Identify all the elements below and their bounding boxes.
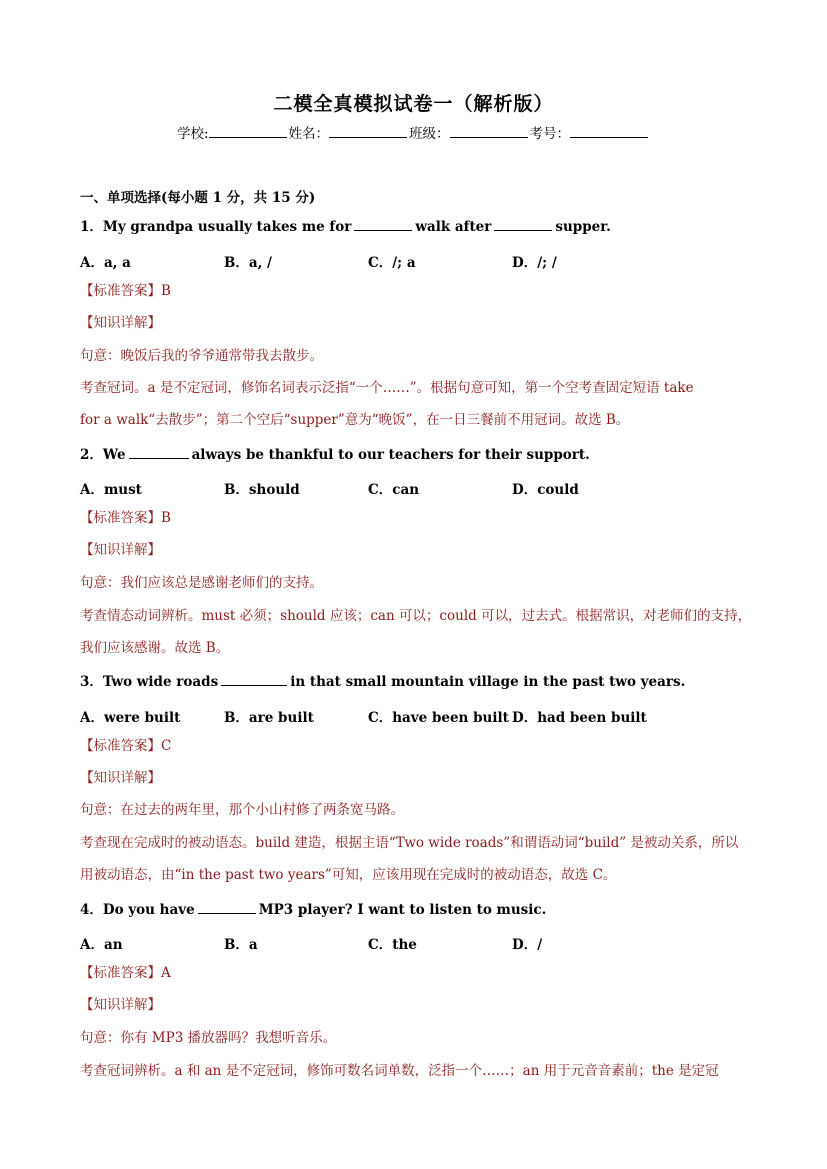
option-d: D．/; / [512,255,557,271]
answer-line [80,509,752,527]
exam-no-blank[interactable] [570,124,648,138]
answer-label: 【标准答案】 [80,738,161,754]
option-b: B．a, / [224,255,272,271]
option-c: C．/; a [368,255,416,271]
question-text: Two wide roads [102,674,219,690]
answer-line [80,737,752,755]
analysis-line: 考查现在完成时的被动语态。build 建造，根据主语“Two wide roads”和谓语动词“build” 是被动关系，所以 [80,835,739,851]
answer-blank [129,446,189,459]
answer-blank [494,218,552,231]
exam-no-label: 考号： [529,126,571,142]
options-1 [80,251,760,269]
answer-label: 【标准答案】 [80,510,161,526]
class-label: 班级： [409,126,450,142]
question-text: in that small mountain village in the past two years. [290,674,686,690]
options-4 [80,933,760,951]
answer-value: A [161,965,171,981]
school-blank[interactable] [209,124,287,138]
option-a: A．must [80,482,142,498]
class-blank[interactable] [450,124,528,138]
option-c: C．the [368,937,417,953]
option-a: A．a, a [80,255,131,271]
section-heading: 一、单项选择(每小题 1 分，共 15 分) [80,190,316,206]
question-3 [80,673,752,691]
option-c: C．can [368,482,420,498]
school-label: 学校: [176,126,209,142]
analysis-line: for a walk“去散步”；第二个空后“supper”意为“晚饭”，在一日三餐前不用冠词。故选 B。 [80,412,630,428]
answer-label: 【标准答案】 [80,965,161,981]
option-d: D．/ [512,937,543,953]
option-b: B．a [224,937,258,953]
sentence-meaning: 句意：在过去的两年里，那个小山村修了两条宽马路。 [80,802,404,818]
question-text: My grandpa usually takes me for [102,219,352,235]
option-a: A．were built [80,710,181,726]
answer-line [80,282,752,300]
answer-label: 【标准答案】 [80,283,161,299]
analysis-line: 考查冠词。a 是不定冠词，修饰名词表示泛指“一个……”。根据句意可知，第一个空考查固定短语 take [80,380,694,396]
answer-blank [221,673,287,686]
question-text: MP3 player? I want to listen to music. [258,902,547,918]
option-c: C．have been built [368,710,509,726]
question-text: Do you have [102,902,195,918]
option-d: D．had been built [512,710,647,726]
analysis-line: 考查冠词辨析。a 和 an 是不定冠词，修饰可数名词单数，泛指一个……；an 用于元音音素前；the 是定冠 [80,1063,719,1079]
page-title: 二模全真模拟试卷一（解析版） [273,93,554,115]
question-number: 4． [80,902,103,918]
option-b: B．should [224,482,300,498]
explain-label: 【知识详解】 [80,315,161,331]
analysis-line: 考查情态动词辨析。must 必须；should 应该；can 可以；could 可以，过去式。根据常识，对老师们的支持， [80,608,752,624]
explain-label: 【知识详解】 [80,997,161,1013]
question-text: always be thankful to our teachers for their support. [191,447,590,463]
answer-value: C [161,738,172,754]
option-a: A．an [80,937,123,953]
question-number: 1． [80,219,103,235]
explain-label: 【知识详解】 [80,542,161,558]
answer-blank [198,901,256,914]
question-text: We [102,447,126,463]
answer-line [80,964,752,982]
answer-value: B [161,283,171,299]
question-number: 3． [80,674,103,690]
name-blank[interactable] [329,124,407,138]
answer-blank [354,218,412,231]
question-4 [80,901,752,919]
option-b: B．are built [224,710,314,726]
analysis-line: 用被动语态，由“in the past two years”可知，应该用现在完成时的被动语态，故选 C。 [80,867,617,883]
sentence-meaning: 句意：晚饭后我的爷爷通常带我去散步。 [80,348,323,364]
sentence-meaning: 句意：我们应该总是感谢老师们的支持。 [80,575,323,591]
name-label: 姓名： [288,126,330,142]
answer-value: B [161,510,171,526]
student-info-line [0,122,827,142]
question-2 [80,446,752,464]
explain-label: 【知识详解】 [80,770,161,786]
question-1 [80,218,752,236]
question-number: 2． [80,447,103,463]
options-3 [80,706,760,724]
analysis-line: 我们应该感谢。故选 B。 [80,640,230,656]
question-text: supper. [555,219,611,235]
sentence-meaning: 句意：你有 MP3 播放器吗？我想听音乐。 [80,1030,337,1046]
question-text: walk after [415,219,492,235]
options-2 [80,478,760,496]
option-d: D．could [512,482,579,498]
